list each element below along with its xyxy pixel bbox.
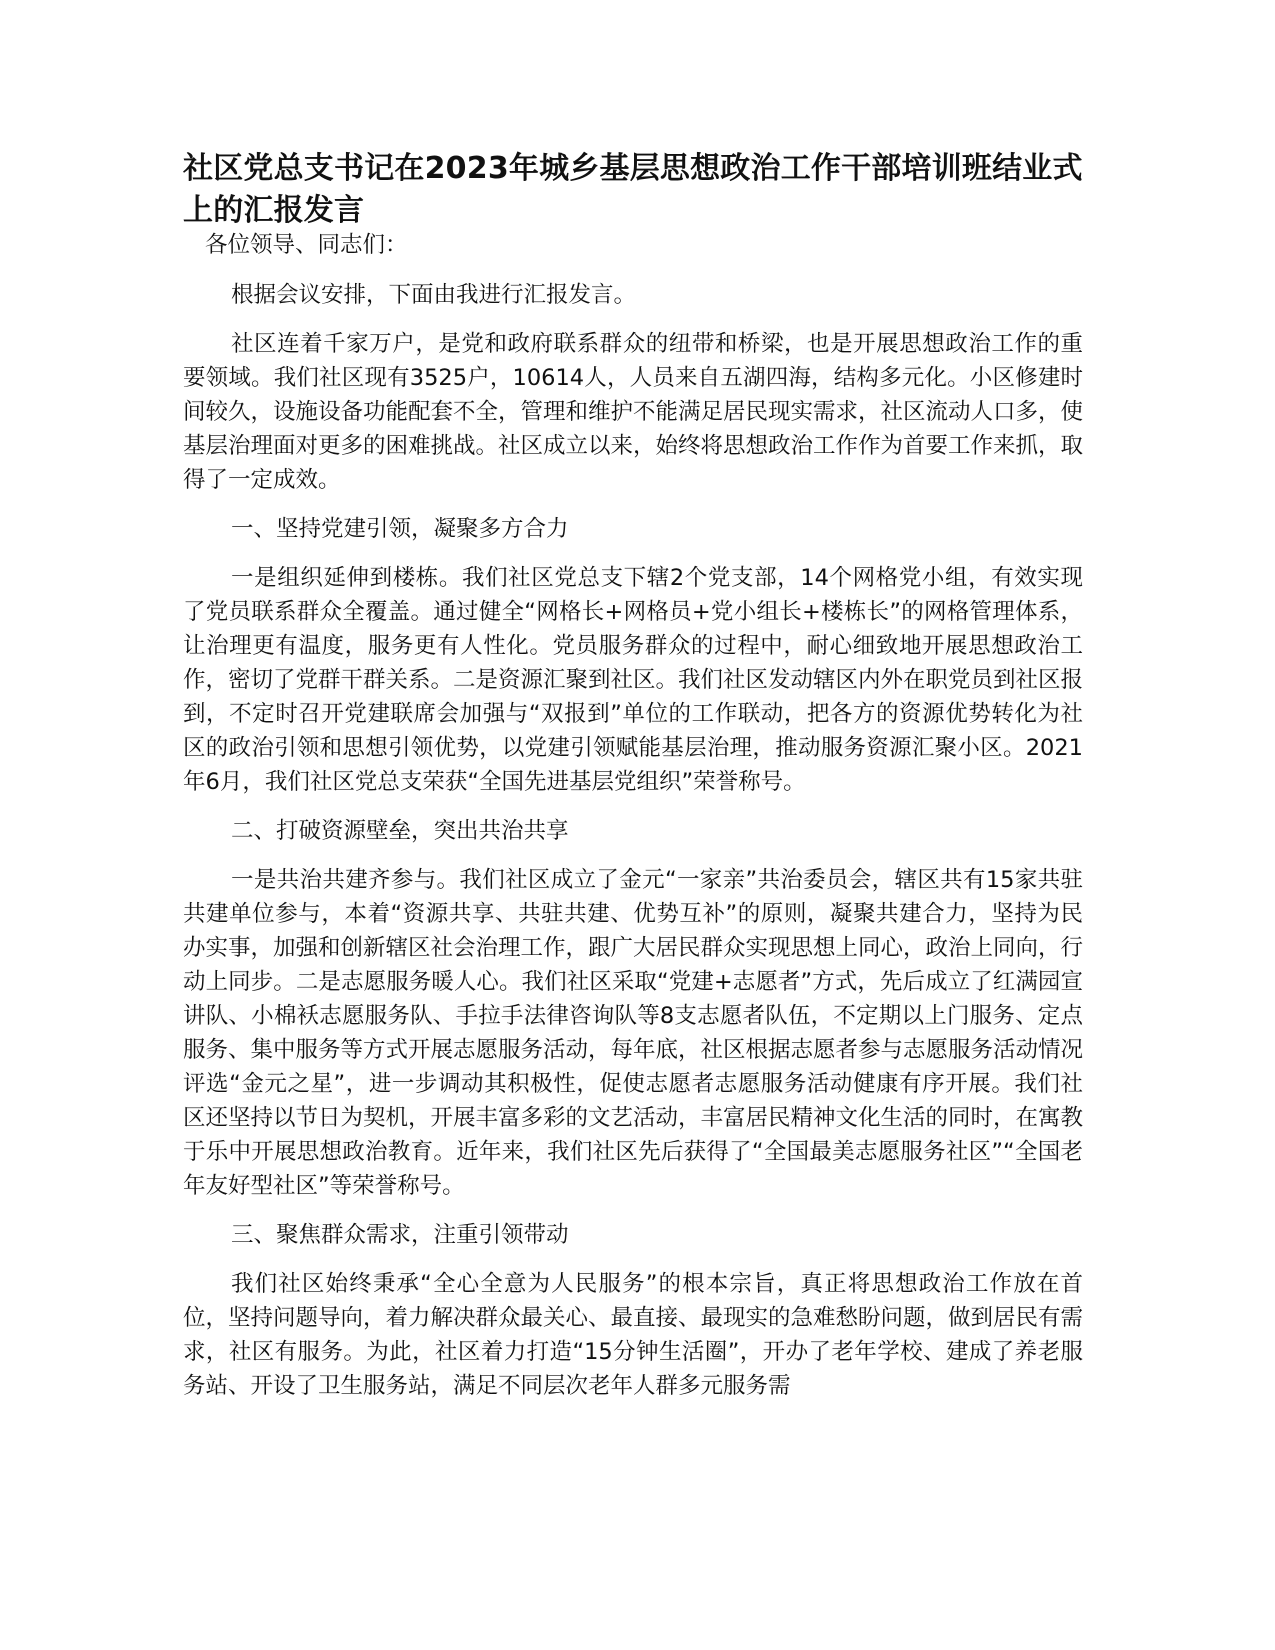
paragraph-section-3: 我们社区始终秉承“全心全意为人民服务”的根本宗旨，真正将思想政治工作放在首位，坚持问题导向，着力解决群众最关心、最直接、最现实的急难愁盼问题，做到居民有需求，社区有服务。为此，社区着力打造“15分钟生活圈”，开办了老年学校、建成了养老服务站、开设了卫生服务站，满足不同层次老年人群多元服务需 <box>183 1271 1084 1399</box>
document-title: 社区党总支书记在2023年城乡基层思想政治工作干部培训班结业式上的汇报发言 <box>183 151 1083 228</box>
document-body <box>183 228 1083 1418</box>
section-heading-1: 一、坚持党建引领，凝聚多方合力 <box>231 516 569 542</box>
paragraph-section-2: 一是共治共建齐参与。我们社区成立了金元“一家亲”共治委员会，辖区共有15家共驻共建单位参与，本着“资源共享、共驻共建、优势互补”的原则，凝聚共建合力，坚持为民办实事，加强和创新辖区社会治理工作，跟广大居民群众实现思想上同心，政治上同向，行动上同步。二是志愿服务暖人心。我们社区采取“党建+志愿者”方式，先后成立了红满园宣讲队、小棉袄志愿服务队、手拉手法律咨询队等8支志愿者队伍，不定期以上门服务、定点服务、集中服务等方式开展志愿服务活动，每年底，社区根据志愿者参与志愿服务活动情况评选“金元之星”，进一步调动其积极性，促使志愿者志愿服务活动健康有序开展。我们社区还坚持以节日为契机，开展丰富多彩的文艺活动，丰富居民精神文化生活的同时，在寓教于乐中开展思想政治教育。近年来，我们社区先后获得了“全国最美志愿服务社区”“全国老年友好型社区”等荣誉称号。 <box>183 867 1084 1199</box>
paragraph-overview: 社区连着千家万户，是党和政府联系群众的纽带和桥梁，也是开展思想政治工作的重要领域。我们社区现有3525户，10614人，人员来自五湖四海，结构多元化。小区修建时间较久，设施设备功能配套不全，管理和维护不能满足居民现实需求，社区流动人口多，使基层治理面对更多的困难挑战。社区成立以来，始终将思想政治工作作为首要工作来抓，取得了一定成效。 <box>183 331 1084 493</box>
greeting: 各位领导、同志们： <box>205 232 408 258</box>
paragraph-section-1: 一是组织延伸到楼栋。我们社区党总支下辖2个党支部，14个网格党小组，有效实现了党员联系群众全覆盖。通过健全“网格长+网格员+党小组长+楼栋长”的网格管理体系，让治理更有温度，服务更有人性化。党员服务群众的过程中，耐心细致地开展思想政治工作，密切了党群干群关系。二是资源汇聚到社区。我们社区发动辖区内外在职党员到社区报到，不定时召开党建联席会加强与“双报到”单位的工作联动，把各方的资源优势转化为社区的政治引领和思想引领优势，以党建引领赋能基层治理，推动服务资源汇聚小区。2021年6月，我们社区党总支荣获“全国先进基层党组织”荣誉称号。 <box>183 565 1084 795</box>
section-heading-3: 三、聚焦群众需求，注重引领带动 <box>231 1222 569 1248</box>
paragraph-intro: 根据会议安排，下面由我进行汇报发言。 <box>231 282 637 308</box>
section-heading-2: 二、打破资源壁垒，突出共治共享 <box>231 818 569 844</box>
